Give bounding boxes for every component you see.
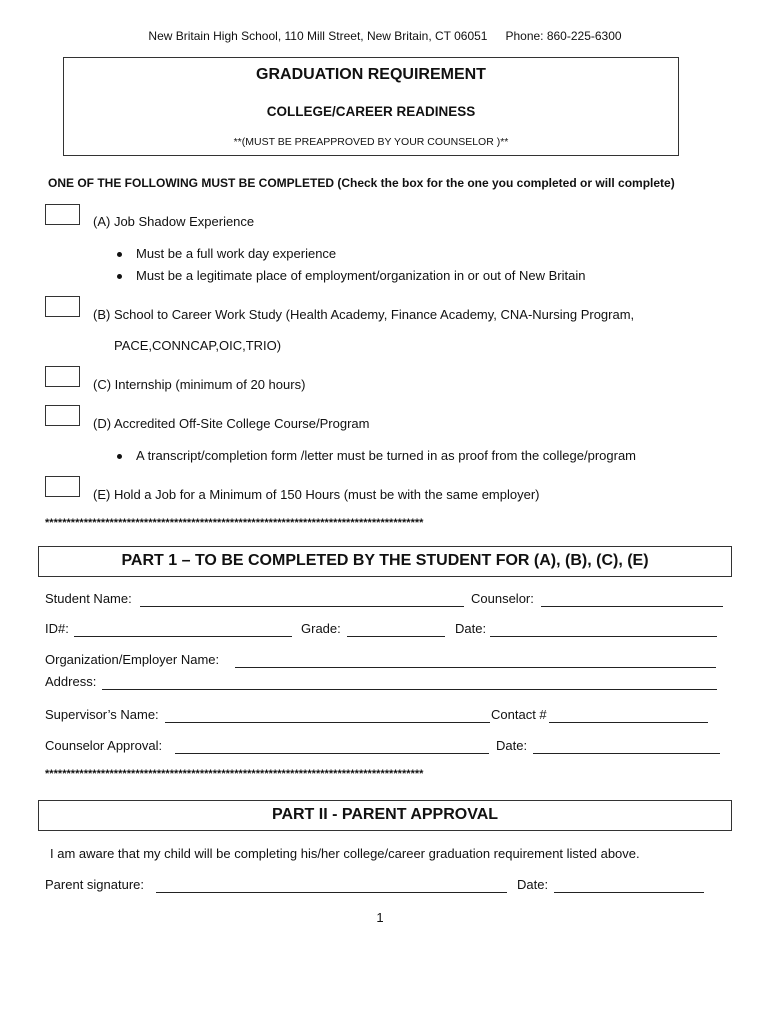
option-b-label: (B) School to Career Work Study (Health Academy, Finance Academy, CNA-Nursing Program, [93,307,635,322]
checkbox-option-a[interactable] [45,204,80,225]
parent-signature-label: Parent signature: [45,877,145,892]
option-e-label: (E) Hold a Job for a Minimum of 150 Hours (must be with the same employer) [93,487,540,502]
counselor-approval-field[interactable] [175,753,489,754]
grade-field[interactable] [347,636,445,637]
part2-title: PART II - PARENT APPROVAL [38,800,732,831]
option-c-label: (C) Internship (minimum of 20 hours) [93,377,306,392]
student-name-label: Student Name: [45,591,132,606]
checkbox-option-e[interactable] [45,476,80,497]
option-d-label: (D) Accredited Off-Site College Course/Program [93,416,370,431]
checkbox-option-d[interactable] [45,405,80,426]
option-d-bullet-1: A transcript/completion form /letter must be turned in as proof from the college/program [136,448,637,463]
id-field[interactable] [74,636,292,637]
page-number: 1 [376,910,384,925]
counselor-approval-label: Counselor Approval: [45,738,163,753]
option-a-bullet-2: Must be a legitimate place of employment/organization in or out of New Britain [136,268,586,283]
option-b-label-continued: PACE,CONNCAP,OIC,TRIO) [114,338,282,353]
date-label: Date: [455,621,487,636]
part1-title: PART 1 – TO BE COMPLETED BY THE STUDENT FOR (A), (B), (C), (E) [38,546,732,577]
student-name-field[interactable] [140,606,464,607]
supervisor-field[interactable] [165,722,490,723]
title-box [63,57,679,156]
separator-stars-2: **************************************************************************************** [45,768,424,780]
contact-field[interactable] [549,722,708,723]
school-phone: Phone: 860-225-6300 [505,29,622,43]
instructions: ONE OF THE FOLLOWING MUST BE COMPLETED (Check the box for the one you completed or will complete) [48,176,675,190]
parent-date-field[interactable] [554,892,704,893]
parent-date-label: Date: [517,877,549,892]
organization-field[interactable] [235,667,716,668]
address-field[interactable] [102,689,717,690]
parent-statement: I am aware that my child will be completing his/her college/career graduation requirement listed above. [50,846,640,861]
date-field[interactable] [490,636,717,637]
approval-date-label: Date: [496,738,528,753]
parent-signature-field[interactable] [156,892,507,893]
contact-label: Contact # [491,707,547,722]
counselor-label: Counselor: [471,591,534,606]
supervisor-label: Supervisor’s Name: [45,707,159,722]
school-address: New Britain High School, 110 Mill Street, New Britain, CT 06051 [148,29,488,43]
organization-label: Organization/Employer Name: [45,652,220,667]
id-label: ID#: [45,621,69,636]
approval-date-field[interactable] [533,753,720,754]
option-a-label: (A) Job Shadow Experience [93,214,255,229]
grade-label: Grade: [301,621,341,636]
option-a-bullet-1: Must be a full work day experience [136,246,337,261]
form-title: GRADUATION REQUIREMENT [256,66,486,83]
school-header [0,29,770,43]
address-label: Address: [45,674,97,689]
separator-stars: **************************************************************************************** [45,517,424,529]
checkbox-option-b[interactable] [45,296,80,317]
counselor-field[interactable] [541,606,723,607]
preapproval-note: **(MUST BE PREAPPROVED BY YOUR COUNSELOR )** [233,136,509,148]
checkbox-option-c[interactable] [45,366,80,387]
form-subtitle: COLLEGE/CAREER READINESS [266,104,476,119]
